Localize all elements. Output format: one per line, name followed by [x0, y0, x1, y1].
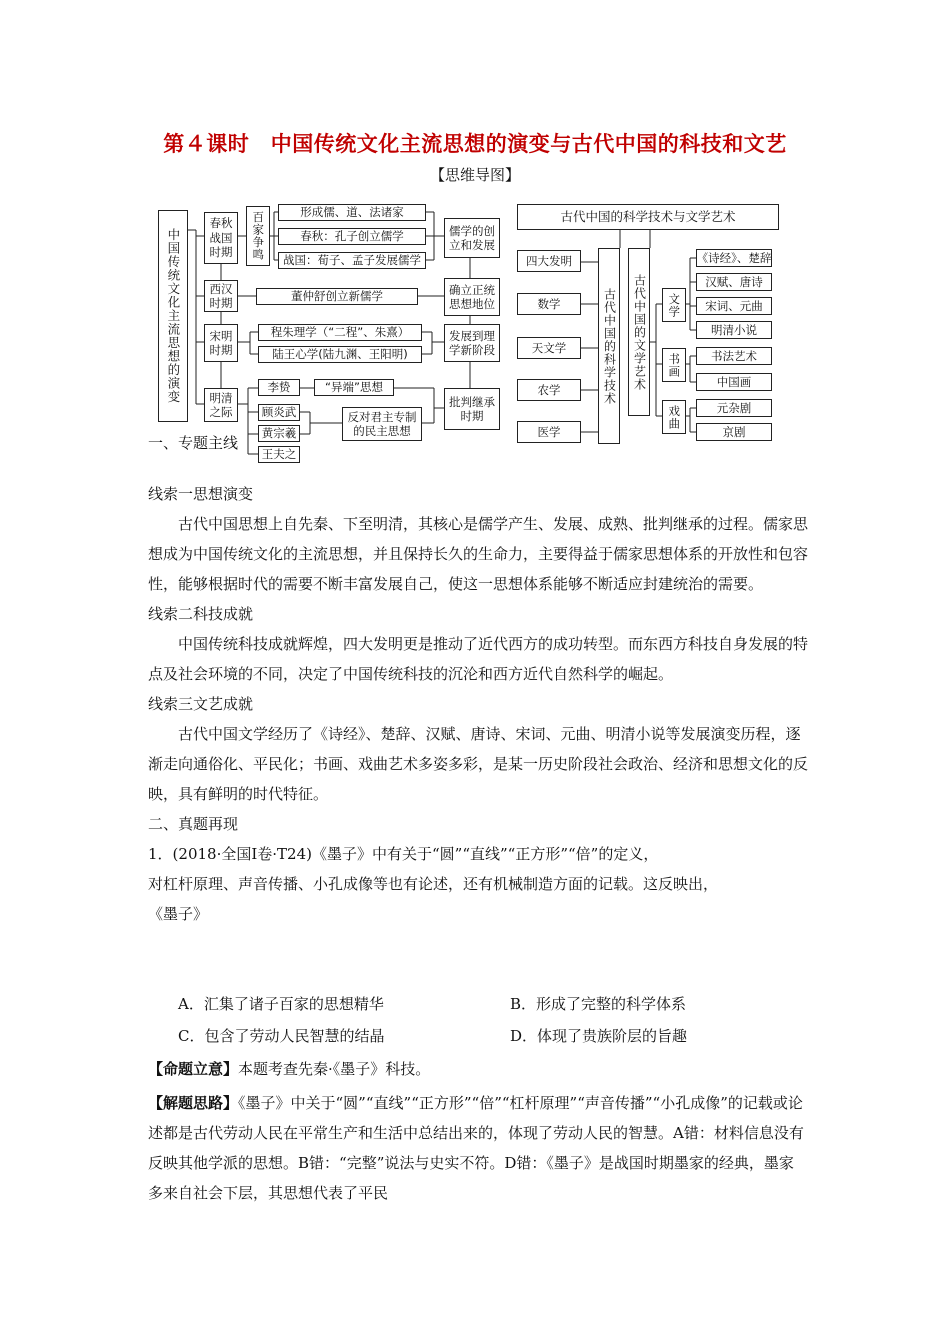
answer-section — [148, 1054, 808, 1208]
stage-node: 确立正统思想地位 — [444, 278, 500, 316]
shuhua-item: 书法艺术 — [696, 347, 772, 365]
spring-item: 春秋：孔子创立儒学 — [278, 228, 426, 245]
sci-label-node: 古代中国的科学技术 — [598, 248, 620, 444]
option-c: C．包含了劳动人民智慧的结晶 — [178, 1027, 385, 1045]
option-a: A．汇集了诸子百家的思想精华 — [178, 995, 384, 1013]
sci-item: 医学 — [517, 421, 581, 443]
song-item: 程朱理学（“二程”、朱熹） — [258, 324, 422, 341]
wenxue-item: 汉赋、唐诗 — [696, 273, 772, 291]
period-song-ming: 宋明时期 — [204, 324, 238, 362]
option-b: B．形成了完整的科学体系 — [510, 995, 687, 1013]
question-1-line: 1．(2018·全国Ⅰ卷·T24)《墨子》中有关于“圆”“直线”“正方形”“倍”的定义， — [148, 845, 659, 863]
song-item: 陆王心学(陆九渊、王阳明) — [258, 346, 422, 363]
minzhu-node: 反对君主专制的民主思想 — [342, 407, 422, 441]
question-1-line: 对杠杆原理、声音传播、小孔成像等也有论述，还有机械制造方面的记载。这反映出， — [148, 875, 719, 893]
clue3-title: 线索三文艺成就 — [148, 695, 254, 713]
mind-map-diagram — [150, 192, 800, 462]
lit-label-node: 古代中国的文学艺术 — [628, 248, 650, 416]
sci-item: 天文学 — [517, 337, 581, 359]
cat-wenxue: 文学 — [662, 288, 686, 322]
clue3-body: 古代中国文学经历了《诗经》、楚辞、汉赋、唐诗、宋词、元曲、明清小说等发展演变历程，逐渐走向通俗化、平民化；书画、戏曲艺术多姿多彩，是某一历史阶段社会政治、经济和思想文化的反映，具有鲜明的时代特征。 — [148, 725, 809, 803]
stage-node: 发展到理学新阶段 — [444, 324, 500, 362]
spring-item: 形成儒、道、法诸家 — [278, 204, 426, 221]
intent-label: 【命题立意】 — [148, 1060, 239, 1078]
page-title: 第４课时 中国传统文化主流思想的演变与古代中国的科技和文艺 — [163, 132, 787, 156]
clue1-title: 线索一思想演变 — [148, 485, 254, 503]
wenxue-item: 宋词、元曲 — [696, 297, 772, 315]
stage-node: 批判继承时期 — [444, 388, 500, 430]
mindmap-heading: 【思维导图】 — [429, 166, 520, 184]
sci-item: 四大发明 — [517, 250, 581, 272]
period-spring-autumn: 春秋战国时期 — [204, 212, 238, 264]
sci-item: 数学 — [517, 293, 581, 315]
question-1-line: 《墨子》 — [148, 905, 209, 923]
cat-shuhua: 书画 — [662, 348, 686, 382]
section-2-heading: 二、真题再现 — [148, 815, 239, 833]
han-item: 董仲舒创立新儒学 — [256, 288, 418, 305]
analysis-paragraph — [148, 1088, 808, 1208]
section-1-heading-clipped: 一、专题主线 — [148, 434, 239, 452]
spring-item: 战国：荀子、孟子发展儒学 — [278, 252, 426, 269]
intent-line — [148, 1054, 808, 1084]
xiqu-item: 京剧 — [696, 423, 772, 441]
yiduan-node: “异端”思想 — [314, 379, 394, 396]
shuhua-item: 中国画 — [696, 373, 772, 391]
clue2-title: 线索二科技成就 — [148, 605, 254, 623]
ming-person: 王夫之 — [258, 446, 300, 463]
main-text — [148, 479, 808, 929]
analysis-text: 《墨子》中关于“圆”“直线”“正方形”“倍”“杠杆原理”“声音传播”“小孔成像”的记载或论述都是古代劳动人民在平常生产和生活中总结出来的，体现了劳动人民的智慧。A错：材料信息没有反映其他学派的思想。B错：“完整”说法与史实不符。D错：《墨子》是战国时期墨家的经典，墨家多来自社会下层，其思想代表了平民 — [148, 1094, 804, 1202]
root-node: 中国传统文化主流思想的演变 — [158, 210, 188, 422]
ming-person: 李贽 — [258, 379, 300, 396]
right-title-node: 古代中国的科学技术与文学艺术 — [517, 204, 779, 230]
analysis-label: 【解题思路】 — [148, 1094, 239, 1112]
sci-item: 农学 — [517, 379, 581, 401]
intent-text: 本题考查先秦·《墨子》科技。 — [238, 1060, 431, 1078]
option-d: D．体现了贵族阶层的旨趣 — [510, 1027, 688, 1045]
wenxue-item: 《诗经》、楚辞 — [696, 249, 772, 267]
baijia-node: 百家争鸣 — [246, 206, 270, 266]
ming-person: 黄宗羲 — [258, 425, 300, 442]
period-ming-qing: 明清之际 — [204, 388, 238, 422]
wenxue-item: 明清小说 — [696, 321, 772, 339]
clue1-body: 古代中国思想上自先秦、下至明清，其核心是儒学产生、发展、成熟、批判继承的过程。儒家思想成为中国传统文化的主流思想，并且保持长久的生命力，主要得益于儒家思想体系的开放性和包容性，能够根据时代的需要不断丰富发展自己，使这一思想体系能够不断适应封建统治的需要。 — [148, 515, 809, 593]
clue2-body: 中国传统科技成就辉煌，四大发明更是推动了近代西方的成功转型。而东西方科技自身发展的特点及社会环境的不同，决定了中国传统科技的沉沦和西方近代自然科学的崛起。 — [148, 635, 809, 683]
xiqu-item: 元杂剧 — [696, 399, 772, 417]
ming-person: 顾炎武 — [258, 404, 300, 421]
stage-node: 儒学的创立和发展 — [444, 218, 500, 258]
period-western-han: 西汉时期 — [204, 280, 238, 312]
cat-xiqu: 戏曲 — [662, 400, 686, 434]
